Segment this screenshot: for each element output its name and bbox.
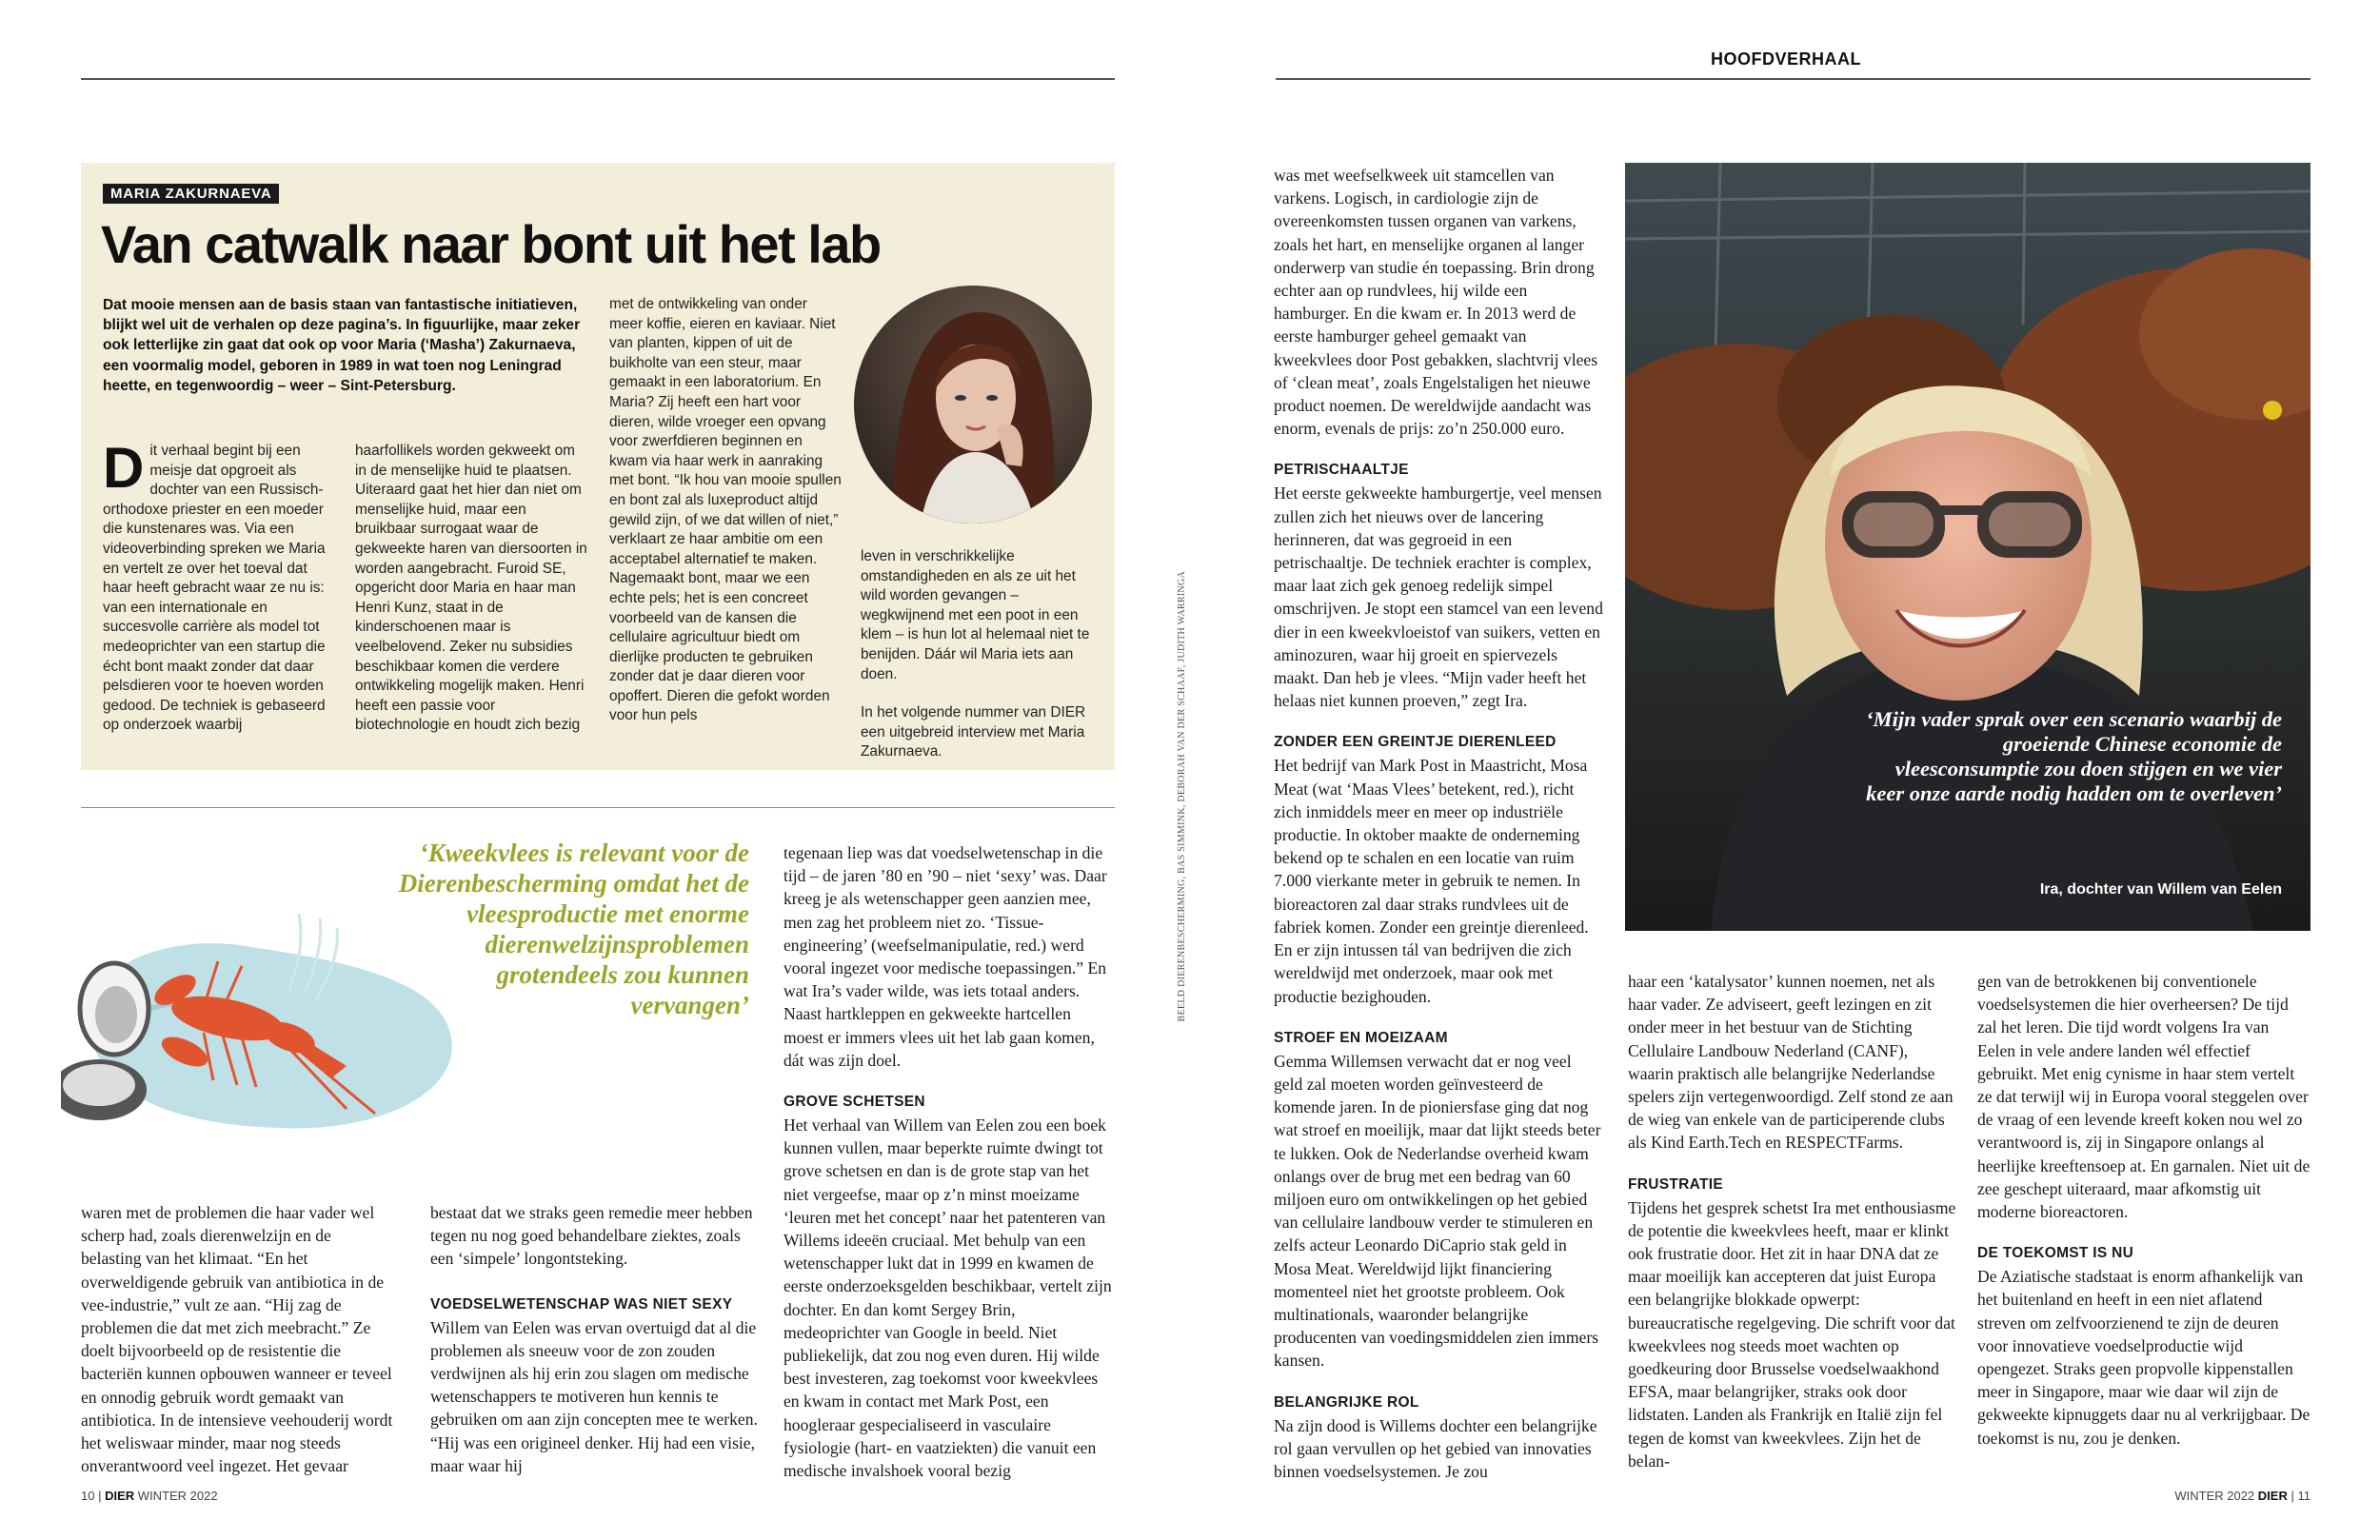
mid-rule-left bbox=[81, 807, 1115, 808]
right-column-1-body-1: Het eerste gekweekte hamburgertje, veel mensen zullen zich het nieuws over de lancering herinneren, dat was gegroeid in een petrischaaltje. De techniek erachter is complex, maar laat zich gek genoeg redelijk simpel omschrijven. Je stopt een stamcel van een levend dier in een kweekvloeistof van suikers, vetten en aminozuren, waar hij groeit en spiervezels maakt. Dan heb je vlees. “Mijn vader heeft het helaas niet kunnen proeven,” zegt Ira. bbox=[1274, 484, 1603, 711]
heading-de-toekomst-is-nu: DE TOEKOMST IS NU bbox=[1977, 1245, 2134, 1262]
sidebar-tag: MARIA ZAKURNAEVA bbox=[103, 184, 279, 204]
pull-quote: ‘Kweekvlees is relevant voor de Dierenbescherming omdat het de vleesproductie met enorme dierenwelzijnsproblemen grotendeels zou kunnen vervangen’ bbox=[398, 839, 749, 1019]
left-column-2-text: bestaat dat we straks geen remedie meer hebben tegen nu nog goed behandelbare ziektes, zoals een ‘simpele’ longontsteking. bbox=[430, 1203, 753, 1269]
left-column-2 bbox=[430, 1201, 759, 1477]
issue-right: WINTER 2022 bbox=[2174, 1489, 2255, 1503]
sidebar-title: Van catwalk naar bont uit het lab bbox=[101, 214, 881, 274]
sidebar-column-3: met de ontwikkeling van onder meer koffie, eieren en kaviaar. Niet van planten, kippen of uit de buikholte van een steur, maar gemaakt in een laboratorium. En Maria? Zij heeft een hart voor dieren, wilde vroeger een opvang voor zwerfdieren beginnen en kwam via haar werk in aanraking met bont. “Ik hou van mooie spullen en bont zal als luxeproduct altijd gewild zijn, of we dat willen of niet,” verklaart ze haar ambitie om een acceptabel alternatief te maken. Nagemaakt bont, maar we een echte pels; het is een concreet voorbeeld van de kansen die cellulaire agricultuur biedt om dierlijke producten te gebruiken zonder dat je daar dieren voor opoffert. Dieren die gefokt worden voor hun pels bbox=[609, 296, 842, 724]
heading-stroef-en-moeizaam: STROEF EN MOEIZAAM bbox=[1274, 1029, 1448, 1046]
page-number-right: 11 bbox=[2297, 1489, 2311, 1503]
left-column-2-body: Willem van Eelen was ervan overtuigd dat al die problemen als sneeuw voor de zon zouden verdwijnen als hij erin zou slagen om medische wetenschappers te motiveren hun kennis te gebruiken om aan zijn concepten mee te werken. “Hij was een origineel denker. Hij had een visie, maar waar hij bbox=[430, 1317, 758, 1475]
right-column-1-body-3: Gemma Willemsen verwacht dat er nog veel geld zal moeten worden geïnvesteerd de komende jaren. In de pioniersfase ging dat nog wat stroef en moeilijk, maar dat lijkt steeds beter te lukken. Ook de Nederlandse overheid kwam onlangs over de brug met een bedrag van 60 miljoen euro om ontwikkelingen op het gebied van cellulaire landbouw verder te stimuleren en zelfs acteur Leonardo DiCaprio stak geld in Mosa Meat. Wereldwijd lijkt financiering momenteel niet het grootste probleem. Ook multinationals, waaronder belangrijke producenten van voedingsmiddelen zien immers kansen. bbox=[1274, 1051, 1601, 1371]
right-column-2-text: haar een ‘katalysator’ kunnen noemen, net als haar vader. Ze adviseert, geeft lezingen en zit onder meer in het bestuur van de Stichting Cellulaire Landbouw Nederland (CANF), waarin praktisch alle belangrijke Nederlandse spelers zijn vertegenwoordigd. Zelf stond ze aan de wieg van enkele van de participerende clubs als Kind Earth.Tech en RESPECTFarms. bbox=[1628, 972, 1954, 1153]
sidebar-column-1: Dit verhaal begint bij een meisje dat opgroeit als dochter van een Russisch-orthodoxe priester en een moeder die kunstenares was. Via een videoverbinding spreken we Maria en vertelt ze over het toeval dat haar heeft gebracht waar ze nu is: van een internationale en succesvolle carrière als model tot medeoprichter van een startup die écht bont maakt zonder dat daar pelsdieren voor te hoeven worden gedood. De techniek is gebaseerd op onderzoek waarbij bbox=[103, 436, 326, 734]
photo-credit: BEELD DIERENBESCHERMING, BAS SIMMINK, DEBORAH VAN DER SCHAAF, JUDITH WARRINGA bbox=[1177, 571, 1187, 1022]
right-column-3-body: De Aziatische stadstaat is enorm afhankelijk van het buitenland en heeft in een niet aflatend streven om zelfvoorzienend te zijn de deuren voor innovatieve voedselproductie wijd opengezet. Straks geen propvolle kippenstallen meer in Singapore, maar wie daar wil zijn de gekweekte kipnuggets daar nu al verkrijgbaar. De toekomst is nu, zou je denken. bbox=[1977, 1267, 2311, 1448]
left-column-3 bbox=[783, 841, 1112, 1482]
top-rule-left bbox=[81, 78, 1115, 80]
heading-voedselwetenschap: VOEDSELWETENSCHAP WAS NIET SEXY bbox=[430, 1295, 733, 1313]
left-column-3-text: tegenaan liep was dat voedselwetenschap in die tijd – de jaren ’80 en ’90 – niet ‘sexy’ was. Daar kreeg je als wetenschapper geen aanzien mee, men zag het probleem niet zo. ‘Tissue-engineering’ (weefselmanipulatie, red.) werd vooral ingezet voor medische toepassingen.” En wat Ira’s vader wilde, was iets totaal anders. Naast hartkleppen en gekweekte hartcellen moest er immers vlees uit het lab gaan komen, dát was zijn doel. bbox=[783, 843, 1107, 1070]
sidebar-teaser: In het volgende nummer van DIER een uitgebreid interview met Maria Zakurnaeva. bbox=[861, 704, 1086, 760]
footer-right: WINTER 2022 DIER | 11 bbox=[2174, 1489, 2311, 1503]
top-rule-right bbox=[1276, 78, 2311, 80]
right-column-1 bbox=[1274, 164, 1603, 1483]
heading-zonder-dierenleed: ZONDER EEN GREINTJE DIERENLEED bbox=[1274, 734, 1557, 751]
magazine-name-right: DIER bbox=[2257, 1489, 2288, 1503]
drop-cap: D bbox=[103, 436, 145, 500]
sidebar-column-4-text: leven in verschrikkelijke omstandigheden en als ze uit het wild worden gevangen – wegkwijnend met een poot in een klem – is hun lot al helemaal niet te benijden. Dáár wil Maria iets aan doen. bbox=[861, 548, 1090, 682]
left-column-3-body: Het verhaal van Willem van Eelen zou een boek kunnen vullen, maar beperkte ruimte dwingt tot grove schetsen en dan is de grote stap van het niet vergeefse, maar op z’n minst moeizame ‘leuren met het concept’ naar het patenteren van Willems ideeën cruciaal. Met behulp van een wetenschapper lukt dat in 1999 en kwamen de eerste onderzoeksgelden beschikbaar, vertelt zijn dochter. En dan komt Sergey Brin, medeoprichter van Google in beeld. Niet publiekelijk, dat zou nog even duren. Hij wilde best investeren, zag toekomst voor kweekvlees en kwam in contact met Mark Post, een hoogleraar gespecialiseerd in vasculaire fysiologie (hart- en vaatziekten) die vanuit een medische invalshoek vooral bezig bbox=[783, 1116, 1112, 1481]
page-number-left: 10 bbox=[81, 1489, 95, 1503]
issue-left: WINTER 2022 bbox=[137, 1489, 218, 1503]
photo-caption: Ira, dochter van Willem van Eelen bbox=[2039, 881, 2282, 898]
right-column-1-text: was met weefselkweek uit stamcellen van varkens. Logisch, in cardiologie zijn de overeenkomsten tussen organen van varkens, zoals het hart, en menselijke organen al langer onderwerp van studie én toepassing. Brin drong echter aan op rundvlees, hij wilde een hamburger. En die kwam er. In 2013 werd de eerste hamburger geheel gemaakt van kweekvlees door Post gebakken, slachtvrij vlees of ‘clean meat’, zoals Engelstaligen het nieuwe product noemen. De wereldwijde aandacht was enorm, evenals de prijs: zo’n 250.000 euro. bbox=[1274, 166, 1598, 439]
left-column-1: waren met de problemen die haar vader wel scherp had, zoals dierenwelzijn en de belasting van het klimaat. “En het overweldigende gebruik van antibiotica in de vee-industrie,” vult ze aan. “Hij zag de problemen die dat met zich meebracht.” Ze doelt bijvoorbeeld op de resistentie die bacteriën kunnen opbouwen wanneer er teveel en onnodig gebruik wordt gemaakt van antibiotica. In de intensieve veehouderij wordt het weliswaar minder, maar nog steeds onverantwoord veel ingezet. Het gevaar bbox=[81, 1203, 393, 1476]
right-column-1-body-2: Het bedrijf van Mark Post in Maastricht, Mosa Meat (wat ‘Maas Vlees’ betekent, red.), richt zich inmiddels meer en meer op industriële productie. In oktober maakte de onderneming bekend op te schalen en een locatie van ruim 7.000 vierkante meter in gebruik te nemen. In bioreactoren zal daar straks rundvlees uit de fabriek komen. Zonder een greintje dierenleed. En er zijn intussen tál van bedrijven die zich wereldwijd met onderzoek, maar ook met productie bezighouden. bbox=[1274, 756, 1589, 1006]
sidebar-column-2: haarfollikels worden gekweekt om in de menselijke huid te plaatsen. Uiteraard gaat het hier dan niet om menselijke huid, maar een bruikbaar surrogaat waar de gekweekte haren van diersoorten in worden aangebracht. Furoid SE, opgericht door Maria en haar man Henri Kunz, staat in de kinderschoenen maar is veelbelovend. Zeker nu subsidies beschikbaar komen die verdere ontwikkeling mogelijk maken. Henri heeft een passie voor biotechnologie en houdt zich bezig bbox=[355, 443, 587, 734]
sidebar-intro: Dat mooie mensen aan de basis staan van fantastische initiatieven, blijkt wel uit de verhalen op deze pagina’s. In figuurlijke, maar zeker ook letterlijke zin gaat dat ook op voor Maria (‘Masha’) Zakurnaeva, een voormalig model, geboren in 1989 in wat toen nog Leningrad heette, en tegenwoordig – weer – Sint-Petersburg. bbox=[103, 297, 581, 394]
right-column-3 bbox=[1977, 970, 2311, 1450]
magazine-name-left: DIER bbox=[105, 1489, 135, 1503]
heading-belangrijke-rol: BELANGRIJKE ROL bbox=[1274, 1393, 1419, 1411]
footer-left: 10 | DIER WINTER 2022 bbox=[81, 1489, 218, 1503]
heading-petrischaaltje: PETRISCHAALTJE bbox=[1274, 462, 1409, 479]
section-label: HOOFDVERHAAL bbox=[1711, 49, 1861, 69]
photo-quote: ‘Mijn vader sprak over een scenario waarbij de groeiende Chinese economie de vleesconsumptie zou doen stijgen en we vier keer onze aarde nodig hadden om te overleven’ bbox=[1866, 707, 2282, 805]
right-column-2 bbox=[1628, 970, 1956, 1472]
sidebar-column-4 bbox=[861, 547, 1099, 762]
right-column-2-body: Tijdens het gesprek schetst Ira met enthousiasme de potentie die kweekvlees heeft, maar er klinkt ook frustratie door. Het zit in haar DNA dat ze maar moeilijk kan accepteren dat juist Europa een belangrijke blokkade opwerpt: bureaucratische regelgeving. Die schrift voor dat kweekvlees nog steeds moet wachten op goedkeuring door Brusselse voedselwaakhond EFSA, maar belangrijker, straks ook door lidstaten. Landen als Frankrijk en Italië zijn fel tegen de komst van kweekvlees. Zijn het de belan- bbox=[1628, 1197, 1956, 1471]
heading-frustratie: FRUSTRATIE bbox=[1628, 1175, 1724, 1193]
heading-grove-schetsen: GROVE SCHETSEN bbox=[783, 1094, 925, 1111]
portrait-photo bbox=[854, 286, 1092, 523]
right-column-3-text: gen van de betrokkenen bij conventionele voedselsystemen die hier overheersen? De tijd zal het leren. Die tijd wordt volgens Ira van Eelen in vele andere landen wél effectief gebruikt. Met enig cynisme in haar stem vertelt ze dat terwijl wij in Europa vooral steggelen over de vraag of een levende kreeft koken nou wel zo verantwoord is, zij in Singapore onlangs al heerlijke kreeftensoep at. En garnalen. Niet uit de zee geschept uiteraard, maar afkomstig uit moderne bioreactoren. bbox=[1977, 972, 2311, 1222]
right-column-1-body-4: Na zijn dood is Willems dochter een belangrijke rol gaan vervullen op het gebied van innovaties binnen voedselsystemen. Je zou bbox=[1274, 1415, 1597, 1481]
cattle-photo bbox=[1625, 163, 2311, 931]
